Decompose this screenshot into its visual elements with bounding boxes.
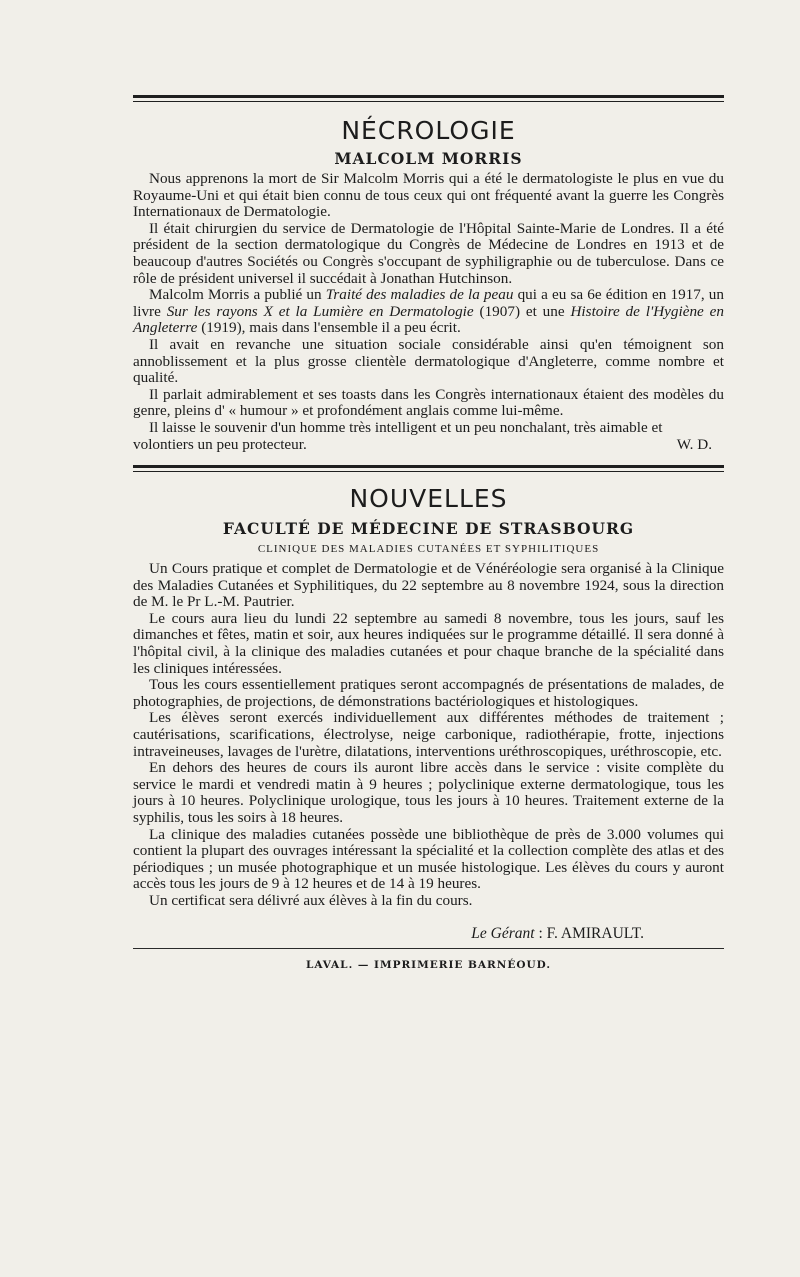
page	[133, 95, 724, 973]
necrologie-paragraph-6	[133, 420, 724, 453]
p3-text-a: Malcolm Morris a publié un	[149, 286, 326, 304]
middle-rule	[133, 465, 724, 472]
p3-text-g: (1919), mais dans l'ensemble il a peu écrit.	[197, 319, 461, 337]
necrologie-paragraph-3	[133, 287, 724, 337]
p3-text-c: qui a eu sa 6e édition en 1917, un livre	[133, 286, 724, 320]
nouvelles-paragraph-4: Les élèves seront exercés individuellement aux différentes méthodes de traitement ; cautérisations, scarifications, électrolyse, neige carbonique, radiothérapie, frotte, injections intraveineuses, lavages de l'urètre, dilatations, interventions uréthroscopiques, uréthroscopie, etc.	[133, 709, 724, 760]
nouvelles-paragraph-3: Tous les cours essentiellement pratiques seront accompagnés de présentations de malades, de photographies, de projections, de démonstrations bactériologiques et histologiques.	[133, 676, 724, 710]
p3-title-histoire: Histoire de l'Hygiène en Angleterre	[133, 302, 724, 337]
nouvelles-paragraph-1: Un Cours pratique et complet de Dermatologie et de Vénéréologie sera organisé à la Clinique des Maladies Cutanées et Syphilitiques, du 22 septembre au 8 novembre 1924, sous la direction de M. le Pr L.-M. Pautrier.	[133, 560, 724, 611]
imprint: LAVAL. — IMPRIMERIE BARNÉOUD.	[305, 958, 552, 971]
nouvelles-body	[133, 561, 724, 909]
footer-rule	[133, 948, 724, 949]
necrologie-body	[133, 171, 724, 453]
necrologie-paragraph-1: Nous apprenons la mort de Sir Malcolm Morris qui a été le dermatologiste le plus en vue du Royaume-Uni et qui était bien connu de tous ceux qui ont fréquenté avant la guerre les Congrès Internationaux de Dermatologie.	[133, 170, 724, 221]
clinic-heading: CLINIQUE DES MALADIES CUTANÉES ET SYPHILITIQUES	[257, 543, 600, 556]
gerant-separator: :	[534, 924, 547, 942]
p6-text: Il laisse le souvenir d'un homme très intelligent et un peu nonchalant, très aimable et volontiers un peu protecteur.	[133, 418, 663, 453]
nouvelles-paragraph-7: Un certificat sera délivré aux élèves à la fin du cours.	[149, 891, 473, 909]
necrologie-subtitle: MALCOLM MORRIS	[334, 149, 523, 168]
p3-title-rayons: Sur les rayons X et la Lumière en Dermatologie	[166, 302, 474, 320]
nouvelles-subtitle: FACULTÉ DE MÉDECINE DE STRASBOURG	[222, 519, 635, 539]
p3-title-traite: Traité des maladies de la peau	[325, 286, 514, 304]
necrologie-paragraph-4: Il avait en revanche une situation sociale considérable ainsi qu'en témoignent son annoblissement et la plus grosse clientèle dermatologique d'Angleterre, comme nombre et qualité.	[133, 335, 724, 387]
nouvelles-paragraph-5: En dehors des heures de cours ils auront libre accès dans le service : visite complète du service le mardi et vendredi matin à 9 heures ; polyclinique externe dermatologique, tous les jours à 10 heures. Polyclinique urologique, tous les jours à 10 heures. Traitement externe de la syphilis, tous les soirs à 18 heures.	[133, 759, 724, 826]
p3-text-e: (1907) et une	[473, 302, 571, 320]
nouvelles-paragraph-6: La clinique des maladies cutanées possède une bibliothèque de près de 3.000 volumes qui contient la plupart des ouvrages intéressant la spécialité et la collection complète des atlas et des périodiques ; un musée photographique et un musée histologique. Les élèves du cours y auront accès tous les jours de 9 à 12 heures et de 14 à 19 heures.	[133, 825, 724, 893]
nouvelles-paragraph-2: Le cours aura lieu du lundi 22 septembre au samedi 8 novembre, tous les jours, sauf les dimanches et fêtes, matin et soir, aux heures indiquées sur le programme détaillé. Il sera donné à l'hôpital civil, à la clinique des maladies cutanées et pour chaque branche de la spécialité dans les cliniques intéressées.	[133, 609, 724, 677]
gerant-line	[133, 924, 724, 944]
gerant-label: Le Gérant	[471, 924, 535, 942]
necrologie-title: NÉCROLOGIE	[341, 116, 516, 145]
necrologie-paragraph-5: Il parlait admirablement et ses toasts dans les Congrès internationaux étaient des modèles du genre, pleins d' « humour » et profondément anglais comme lui-même.	[133, 385, 724, 420]
nouvelles-title: NOUVELLES	[349, 484, 508, 514]
top-rule	[133, 95, 724, 102]
signature: W. D.	[676, 435, 712, 453]
gerant-name: F. AMIRAULT.	[546, 924, 644, 942]
necrologie-paragraph-2: Il était chirurgien du service de Dermatologie de l'Hôpital Sainte-Marie de Londres. Il a été président de la section dermatologique du Congrès de Médecine de Londres en 1913 et de beaucoup d'autres Sociétés ou Congrès s'occupant de syphiligraphie ou de tuberculose. Dans ce rôle de président universel il succédait à Jonathan Hutchinson.	[133, 219, 724, 287]
